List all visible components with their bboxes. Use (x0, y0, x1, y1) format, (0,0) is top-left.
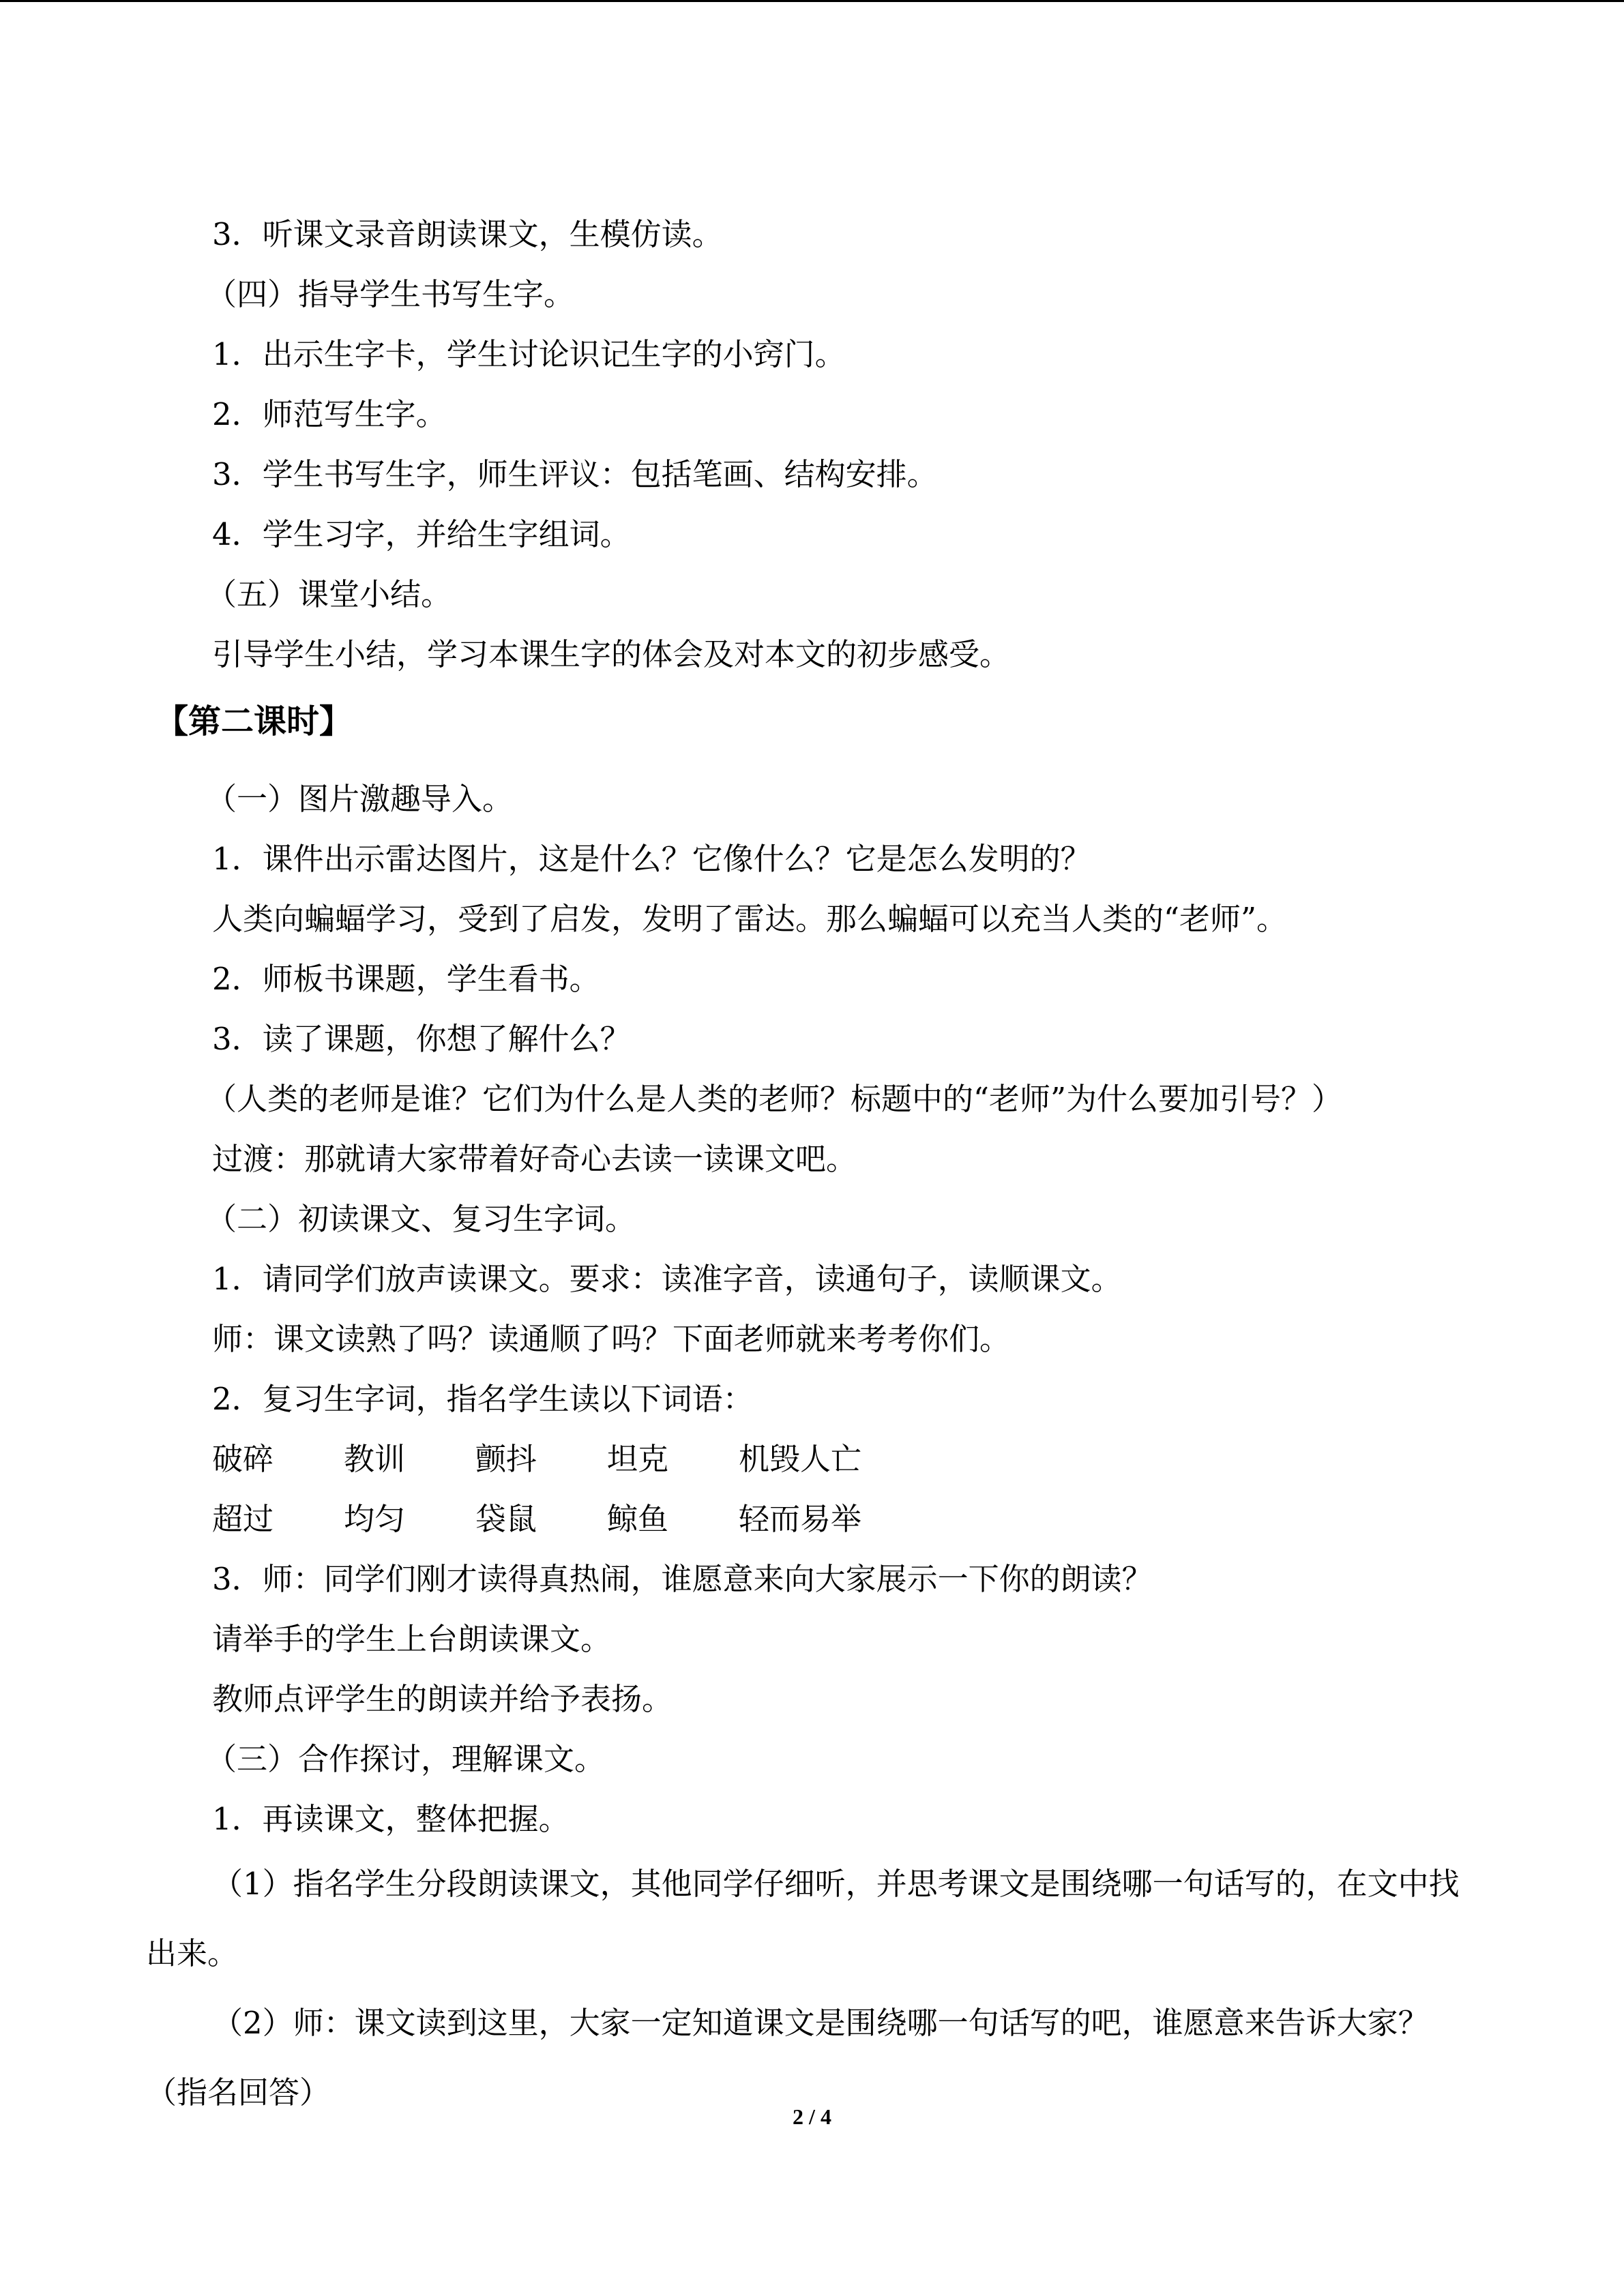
paragraph-multiline: （2）师：课文读到这里，大家一定知道课文是围绕哪一句话写的吧，谁愿意来告诉大家？（指名回答） (146, 2005, 1429, 2111)
top-border-rule (0, 0, 1624, 2)
vocabulary-word: 轻而易举 (739, 1501, 862, 1537)
paragraph: 2．师范写生字。 (212, 396, 447, 432)
paragraph: 3．学生书写生字，师生评议：包括笔画、结构安排。 (212, 456, 938, 492)
vocabulary-word: 袋鼠 (475, 1501, 537, 1537)
vocabulary-row (146, 1429, 1483, 1489)
paragraph: 引导学生小结，学习本课生字的体会及对本文的初步感受。 (212, 636, 1011, 672)
paragraph: （三）合作探讨，理解课文。 (206, 1741, 606, 1777)
vocabulary-word: 颤抖 (475, 1441, 537, 1477)
vocabulary-row (146, 1489, 1483, 1549)
paragraph: 人类向蝙蝠学习，受到了启发，发明了雷达。那么蝙蝠可以充当人类的“老师”。 (212, 901, 1288, 937)
vocabulary-word: 鲸鱼 (607, 1501, 669, 1537)
paragraph: 4．学生习字，并给生字组词。 (212, 516, 631, 552)
paragraph: 请举手的学生上台朗读课文。 (212, 1621, 612, 1657)
document-body (146, 205, 1483, 2128)
paragraph: 2．复习生字词，指名学生读以下词语： (212, 1381, 754, 1417)
paragraph: （一）图片激趣导入。 (206, 781, 514, 817)
paragraph: 1．请同学们放声读课文。要求：读准字音，读通句子，读顺课文。 (212, 1261, 1122, 1297)
paragraph: 1．再读课文，整体把握。 (212, 1801, 570, 1837)
vocabulary-word: 机毁人亡 (739, 1441, 862, 1477)
paragraph: 3．听课文录音朗读课文，生模仿读。 (212, 216, 723, 252)
paragraph: （二）初读课文、复习生字词。 (206, 1201, 636, 1237)
paragraph: 教师点评学生的朗读并给予表扬。 (212, 1681, 673, 1717)
vocabulary-word: 均匀 (344, 1501, 406, 1537)
vocabulary-word: 超过 (212, 1501, 274, 1537)
paragraph: 3．师：同学们刚才读得真热闹，谁愿意来向大家展示一下你的朗读？ (212, 1561, 1153, 1597)
paragraph: 1．出示生字卡，学生讨论识记生字的小窍门。 (212, 336, 846, 372)
vocabulary-word: 破碎 (212, 1441, 274, 1477)
paragraph: 2．师板书课题，学生看书。 (212, 961, 600, 997)
section-heading: 【第二课时】 (156, 702, 353, 741)
paragraph-multiline: （1）指名学生分段朗读课文，其他同学仔细听，并思考课文是围绕哪一句话写的，在文中找出来。 (146, 1866, 1460, 1971)
vocabulary-word: 坦克 (607, 1441, 669, 1477)
page-number: 2 / 4 (793, 2104, 831, 2129)
vocabulary-word: 教训 (344, 1441, 406, 1477)
paragraph: （人类的老师是谁？它们为什么是人类的老师？标题中的“老师”为什么要加引号？） (206, 1081, 1343, 1117)
paragraph: （四）指导学生书写生字。 (206, 276, 575, 312)
paragraph: 1．课件出示雷达图片，这是什么？它像什么？它是怎么发明的？ (212, 841, 1091, 877)
paragraph: 师：课文读熟了吗？读通顺了吗？下面老师就来考考你们。 (212, 1321, 1011, 1357)
paragraph: 过渡：那就请大家带着好奇心去读一读课文吧。 (212, 1141, 857, 1177)
paragraph: 3．读了课题，你想了解什么？ (212, 1021, 631, 1057)
paragraph: （五）课堂小结。 (206, 576, 452, 612)
